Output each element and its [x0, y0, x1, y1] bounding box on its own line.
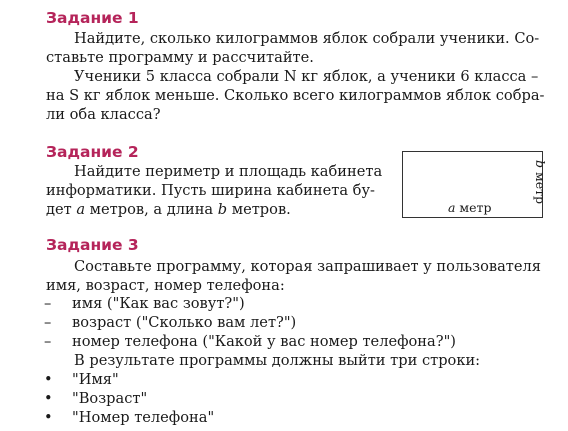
task-2-line-2: информатики. Пусть ширина кабинета бу-: [46, 182, 375, 199]
bullet-item-phone: "Номер телефона": [72, 409, 215, 426]
task-1-title: Задание 1: [46, 9, 139, 27]
task-2-line-3-part-3: метров.: [227, 201, 291, 218]
dash-marker: –: [44, 333, 52, 350]
bullet-item-name: "Имя": [72, 371, 119, 388]
dash-marker: –: [44, 314, 52, 331]
task-1-line-5: ли оба класса?: [46, 106, 161, 123]
task-1-line-1: Найдите, сколько килограммов яблок собрали ученики. Со-: [74, 30, 540, 47]
task-3-result-line: В результате программы должны выйти три строки:: [74, 352, 481, 369]
task-2-var-b: b: [217, 201, 228, 218]
task-3-title: Задание 3: [46, 236, 139, 254]
task-2-line-3-part-1: дет: [46, 201, 77, 218]
task-1-line-4: на S кг яблок меньше. Сколько всего килограммов яблок собра-: [46, 87, 545, 104]
task-1-line-3: Ученики 5 класса собрали N кг яблок, а ученики 6 класса –: [74, 68, 539, 85]
task-2-line-1: Найдите периметр и площадь кабинета: [74, 163, 383, 180]
task-3-intro-line-2: имя, возраст, номер телефона:: [46, 277, 285, 294]
task-1-line-2: ставьте программу и рассчитайте.: [46, 49, 314, 66]
room-height-var: b: [533, 159, 548, 168]
room-height-label: [533, 152, 547, 212]
dash-item-age: возраст ("Сколько вам лет?"): [72, 314, 297, 331]
task-2-line-3: [46, 200, 291, 220]
room-height-unit: метр: [533, 168, 548, 205]
dash-marker: –: [44, 295, 52, 312]
dash-item-name: имя ("Как вас зовут?"): [72, 295, 245, 312]
task-2-title: Задание 2: [46, 143, 139, 161]
bullet-marker: •: [44, 371, 53, 388]
room-width-label: [448, 201, 491, 215]
bullet-marker: •: [44, 390, 53, 407]
bullet-marker: •: [44, 409, 53, 426]
task-2-var-a: a: [76, 201, 86, 218]
dash-item-phone: номер телефона ("Какой у вас номер телефона?"): [72, 333, 456, 350]
bullet-item-age: "Возраст": [72, 390, 148, 407]
task-3-intro-line-1: Составьте программу, которая запрашивает у пользователя: [74, 258, 541, 275]
room-width-unit: метр: [455, 200, 492, 215]
room-width-var: a: [448, 200, 456, 215]
task-2-line-3-part-2: метров, а длина: [85, 201, 218, 218]
